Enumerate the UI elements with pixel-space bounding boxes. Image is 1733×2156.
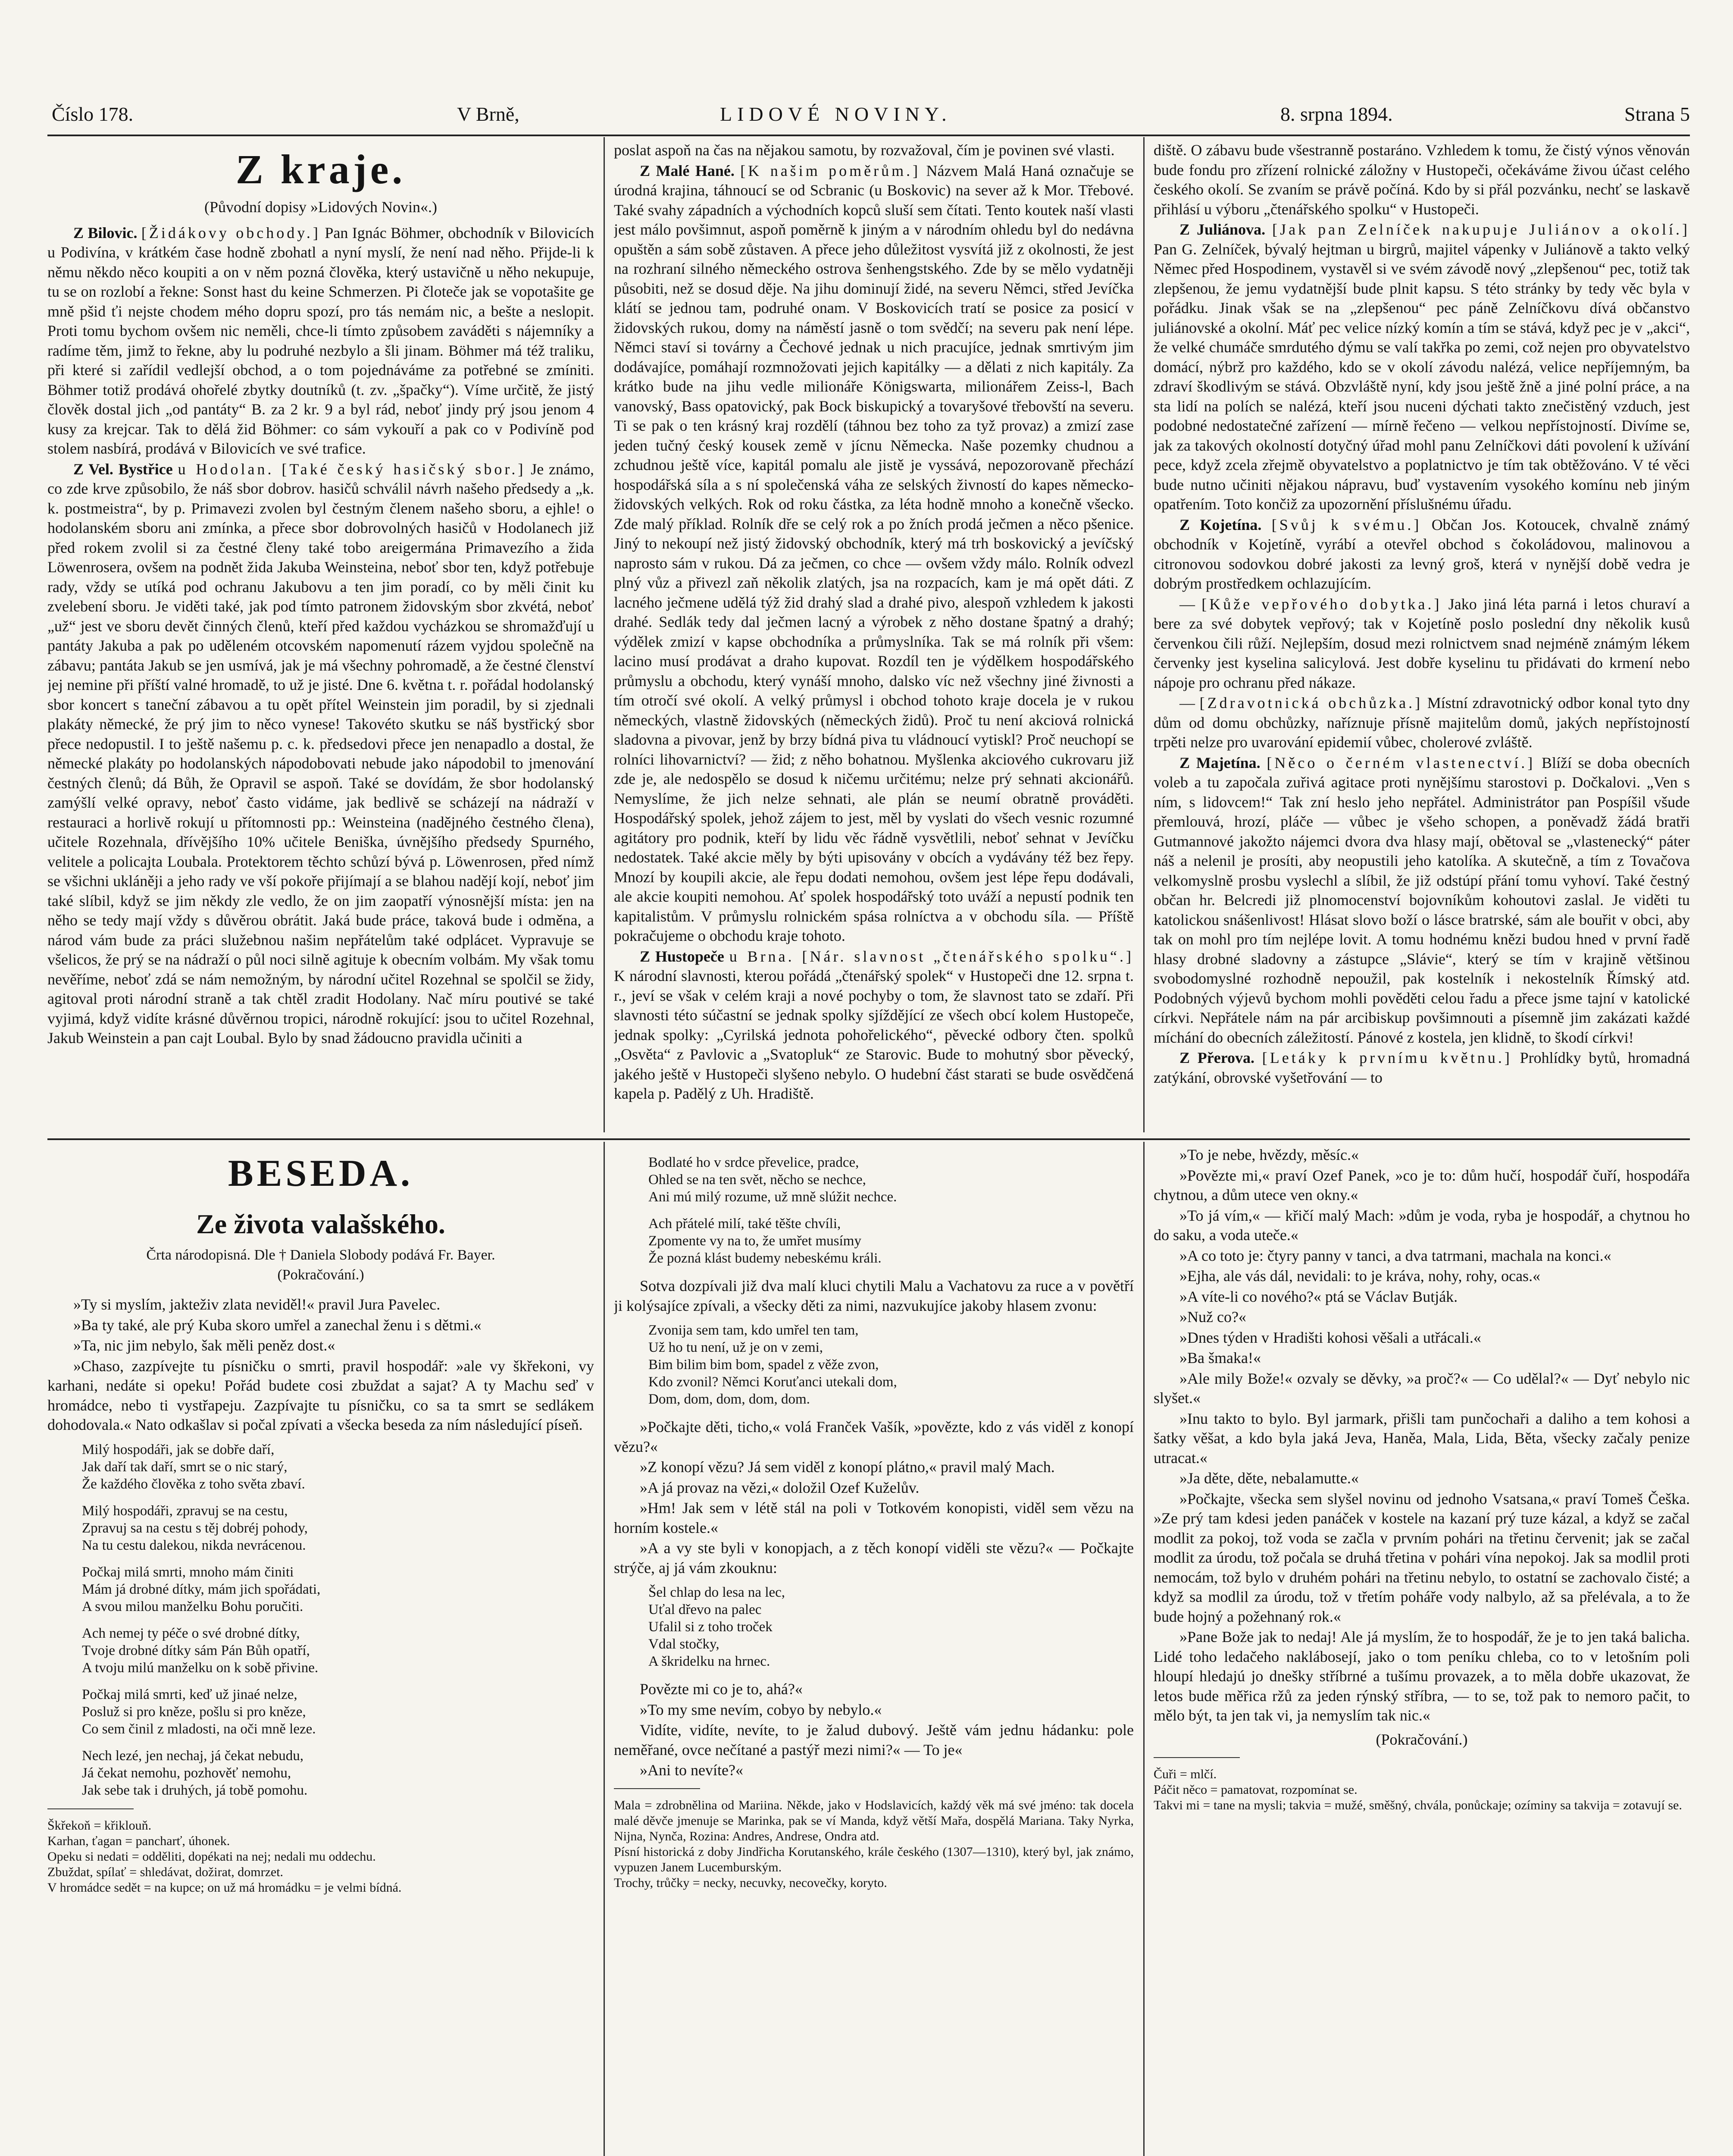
paragraph: »Z konopí vězu? Já sem viděl z konopí plátno,« pravil malý Mach. (640, 1458, 1055, 1476)
paragraph: »Dnes týden v Hradišti kohosi věšali a utřácali.« (1179, 1329, 1481, 1346)
verse-line: Ohled se na ten svět, něcho se nechce, (648, 1172, 866, 1188)
footnote: Škřekoň = křiklouň. (47, 1818, 152, 1833)
article-text: Pan G. Zelníček, bývalý hejtman u birgrů, majitel vápenky v Juliánově a takto velký Němec před Hospodinem, vystavěl si ve svém závodě nový „zlepšenou“ pec, totiž tak zlepšenou, že jemu vydatnější bude plnit kapsu. S této stránky by tedy věc byla v pořádku. Jinak však se na „zlepšenou“ pec páně Zelníčkovu dívá občanstvo juliánovské a okolní. Máť pec velice nízký komín a tím se stává, když pec je v „akci“, že velké chumáče smrdutého dýmu se valí takřka po zemi, což nejen pro obyvatelstvo domácí, nýbrž pro každého, kdo se v okolí závodu nalézá, velice nepříjemným, ba zdraví škodlivým se stává. Obzvláště nyní, kdy jsou ještě žně a jiné polní práce, a na sta lidí na polích se nalézá, kteří jsou nuceni dýchati takto znečistěný vzduch, jest podobné nedostatečné zařízení — mírně řečeno — velkou nepřístojností. Divíme se, jak za takových okolností dotyčný úřad mohl panu Zelníčkovi dáti povolení k užívání pece, když zcela zřejmě obyvatelstvo a poplatnictvo je tím tak obtěžováno. V té věci bude nutno učiniti nějakou nápravu, buď vystavením vysokého komínu neb jiným opatřením. Toto končiž za upozornění příslušnému úřadu. (1154, 240, 1690, 513)
continued-note: (Pokračování.) (277, 1266, 364, 1283)
verse-line: Bodlaté ho v srdce převelice, pradce, (648, 1155, 859, 1170)
article-place: Z Juliánova. (1179, 221, 1266, 238)
verse-line: Jak sebe tak i druhých, já tobě pomohu. (82, 1782, 308, 1798)
verse-line: A škridelku na hrnec. (648, 1654, 770, 1669)
footnote: V hromádce sedět = na kupce; on už má hromádku = je velmi bídná. (47, 1880, 402, 1895)
verse-line: Že každého člověka z toho světa zbaví. (82, 1476, 305, 1492)
paragraph: »Ejha, ale vás dál, nevidali: to je kráva, nohy, rohy, ocas.« (1179, 1267, 1541, 1285)
verse-line: Zpomente vy na to, že umřet musímy (648, 1233, 861, 1249)
article (1154, 1048, 1690, 1087)
article (1154, 595, 1690, 693)
footnotes (614, 1798, 1134, 1891)
article-text: Názvem Malá Haná označuje se úrodná krajina, táhnoucí se od Scbranic (u Boskovic) na sever až k Mor. Třebové. Také svahy západních a východních kopců sluší sem čítati. Tento koutek naší vlasti jest málo povšimnut, aspoň poměrně k jiným a v národním ohledu byl do nedávna opuštěn a sám sobě zůstaven. A přece jeho důležitost vysvítá již z okolnosti, že jest na rozhraní silného německého ostrova šenhengstského. Zde by se mělo vydatněji působiti, než se dosud děje. Na jihu dominují židé, na severu Němci, střed Jevíčka klátí se jednou tam, podruhé onam. V Boskovicích tratí se posice za posicí v židovských rukou, domy na náměstí jasně o tom svědčí; na severu pak není lépe. Němci staví si továrny a Čechové jednak u nich pracujíce, jednak smrtivým jim dodávajíce, pomáhají rozmnožovati jejich kapitálky — a dělati z nich kapitály. Za krátko bude na jihu vedle milionáře Königswarta, milionářem Zeiss-l, Bach vanovský, Bass opatovický, pak Bock biskupický a tovaryšové třebovští na severu. Ti se pak o ten krásný kraj rozdělí (táhnou bez toho za tyž provaz) a zmizí zase jeden tučný český kousek země v jícnu Německa. Naše pozemky chudnou a zchudnou ještě více, kapitál pomalu ale jistě je vyssává, nepozorovaně přechází hospodářská síla a s ní společenská váha ze selských živností do kapes německo-židovských velkých. Rok od roku částka, za léta hodně mnoho a konečně všecko. Zde malý příklad. Rolník dře se celý rok a po žních prodá ječmen a něco pšenice. Jiný to nekoupí než jistý židovský obchodník, který má trh boskovický a jevíčský naprosto sám v rukou. Dá za ječmen, co chce — ovšem vždy málo. Rolník odvezl plný vůz a přivezl zaň několik zlatých, jsa na rozpacích, kam je má opět dáti. Z lacného ječmene udělá týž žid drahý slad a drahé pivo, alespoň vzhledem k jakosti drahé. Sedlák tedy dal ječmen lacný a výrobek z něho dostane špatný a drahý; výdělek zmizí v kapse obchodníka a průmyslníka. Tak se má rolník při všem: lacino musí prodávat a draho kupovat. Rozdíl ten je výdělkem hospodářského průmyslu a obchodu, který vynáší mnoho, dalsko víc než všechny jiné živnosti a tím otročí své okolí. A velký průmysl i obchod tohoto kraje docela je v rukou německých, vlastně židovských (německých židů). Proč tu není akciová rolnická sladovna a pivovar, jenž by brzy bídná piva tu vládnoucí vytiskl? Proč neuchopí se rolníci lihovarnictví? — žid; z něho bohatnou. Myšlenka akciového cukrovaru již zde je, ale nedospělo se dosud k ničemu určitému; nelze prý sehnati akcionářů. Nemyslíme, že jich nelze sehnati, ale plán se neumí obratně prováděti. Hospodářský spolek, jehož zájem to jest, měl by vyslati do všech vesnic rozumné agitátory pro podnik, kteří by lidu věc řádně vysvětlili, neboť sehnat v Jevíčku nedostatek. Také akcie měly by býti upisovány v obcích a vydávány též bez řepy. Mnozí by koupili akcie, ale řepu dodati nemohou, ovšem jest lépe řepu dodávali, ale akcie koupiti nemohou. Ať spolek hospodářský toto uváží a nepustí podnik ten kapitalistům. V průmyslu rolnickém spása rolníctva a v obchodu síla. — Příště pokračujeme o obchodu kraje tohoto. (614, 162, 1134, 944)
article (614, 947, 1134, 1104)
paragraph: »Počkajte děti, ticho,« volá Franček Vašík, »povězte, kdo z vás viděl z konopí vězu?« (614, 1418, 1134, 1455)
stanza (82, 1441, 594, 1493)
verse-line: Posluž si pro kněze, pošlu si pro kněze, (82, 1704, 306, 1720)
paragraph: »Povězte mi,« praví Ozef Panek, »co je to: dům hučí, hospodář čuří, hospodářa chytnou, a dům utece ven okny.« (1154, 1166, 1690, 1203)
paragraph: Sotva dozpívali již dva malí kluci chytili Malu a Vachatovu za ruce a v povětří ji kolýsajíce zpívali, a všecky děti za nimi, nazvukujíce jakoby hlasem zvonu: (614, 1277, 1134, 1314)
bell-song (648, 1322, 1134, 1408)
paragraph: »Nuž co?« (1179, 1308, 1246, 1326)
column-rule (604, 1142, 605, 2156)
city: V Brně, (457, 103, 519, 125)
verse-line: Dom, dom, dom, dom, dom. (648, 1391, 810, 1407)
song-poem-2 (648, 1154, 1134, 1267)
article-place: Z Přerova. (1179, 1049, 1255, 1066)
paragraph: »To je nebe, hvězdy, měsíc.« (1179, 1146, 1359, 1163)
beseda-column-2 (614, 1145, 1134, 2156)
verse-line: Milý hospodáři, jak se dobře daří, (82, 1442, 275, 1457)
article (47, 223, 594, 459)
article-text: Je známo, co zde krve způsobilo, že náš sbor dobrov. hasičů schválil návrh našeho předsedy a „k. k. postmeistra“, by p. Primavezi zvolen byl čestným členem našeho sboru, a ejhle! o hodolanském sboru ani zmínka, a přece sbor dobrovolných hasičů v Hodolanech již před rokem zvolil si za čestné členy také tobo areigermána Primavezího a žida Löwenrosera, ovšem na podnět žida Jakuba Weinsteina, neboť sbor ten, když potřebuje rady, vždy se utíká pod ochranu Jakubovu a ten jim poradí, co by měli činit ku zvelebení sboru. Je viděti také, jak pod tímto patronem židovským sbor zkvétá, neboť „už“ jest ve sboru devět činných členů, kteří před každou vycházkou se shromažďují u pantáty Jakuba a pak po uděleném otcovském napomenutí rázem vyjdou společně na zábavu; pantáta Jakub se jen usmívá, jak je má všechny pohromadě, a že čestné členství jej nemine při příští valné hromadě, to už je jisté. Dne 6. května t. r. pořádal hodolanský sbor koncert s taneční zábavou a tu opět přítel Weinstein jim poradil, by si zjednali plakáty německé, že prý jim to něco vynese! Takovéto skutku se náš bystřický sbor přece nedopustil. I to ještě našemu p. c. k. předsedovi přece jen nenapadlo a dostal, že německé plakáty po hodolanských nápodobovati nebude jako nápodobil to jmenování čestných členů; dá Bůh, že Opravil se aspoň. Také se dovídám, že sbor hodolanský zamýšlí velké opravy, neboť často vidáme, jak bedlivě se scházejí na nádraží v restauraci a horlivě rokují u přítomnosti pp.: Weinsteina (nadějného čestného člena), učitele Rozehnala, dřívějšího 10% učitele Beniška, úvnějšího předsedy Spurného, velitele a policajta Loubala. Protektorem těchto schůzí bývá p. Löwenrosen, před nímž se všichni ukláněji a jeho rady ve vší pokoře přijímají a se blahou nadějí kojí, neboť jim také slíbil, když se jim někdy zle vedlo, že on jim zaopatří výnosnější místa: jen na něho se tedy mají vždy s důvěrou obrátit. Jaká bude práce, taková bude i odměna, a národ vám bude za práci služebnou našim nepřátelům také odplácet. Vypravuje se všelicos, že prý se na nádraží o půl noci silně agituje k obecním volbám. My však tomu nevěříme, neboť zdá se nám nemožným, by národní učitel Rozehnal se spolčil se židy, agitoval proti národní straně a tak chtěl zradit Hodolany. Nač míru poutivé se také vyjimá, když vidíte krásné důvěrnou tropici, národně rokující: jsou to učitel Rozehnal, Jakub Weinstein a pan cajt Loubal. Bylo by snad žádoucno pravidla učiniti a (47, 460, 594, 1047)
header-rule (47, 135, 1690, 136)
paragraph: »To já vím,« — křičí malý Mach: »dům je voda, ryba je hospodář, a chytnou ho do saku, a voda uteče.« (1154, 1206, 1690, 1244)
verse-line: Mám já drobné dítky, mám jich spořádati, (82, 1581, 321, 1597)
footnote: Opeku si nedati = odděliti, dopékati na nej; nedali mu oddechu. (47, 1849, 376, 1864)
beseda-column-1 (47, 1145, 594, 2156)
article-place: Z Malé Hané. (640, 162, 735, 179)
stanza (648, 1154, 1134, 1206)
verse-line: Šel chlap do lesa na lec, (648, 1585, 785, 1600)
middle-column (614, 141, 1134, 1134)
verse-line: Kdo zvonil? Němci Koruťanci utekali dom, (648, 1374, 897, 1390)
paragraph: »Ale mily Bože!« ozvaly se děvky, »a proč?« — Co udělal?« — Dyť nebylo nic slyšet.« (1154, 1369, 1690, 1407)
paragraph: »A víte-li co nového?« ptá se Václav Butják. (1179, 1288, 1458, 1305)
article-topic: [Něco o černém vlastenectví.] (1267, 754, 1536, 771)
article (1154, 753, 1690, 1048)
verse-line: Milý hospodáři, zpravuj se na cestu, (82, 1503, 288, 1519)
paragraph: »Ba šmaka!« (1179, 1349, 1261, 1366)
article-topic: u Brna. [Nár. slavnost „čtenářského spolku“.] (729, 947, 1134, 965)
newspaper-title: LIDOVÉ NOVINY. (720, 103, 952, 125)
paragraph: »Inu takto to bylo. Byl jarmark, přišli tam punčochaři a daliho a tem kohosi a šatky věšat, a kdo byla jaká Jeva, Haněa, Mala, Lida, Běta, všecky začaly penize utracat.« (1154, 1410, 1690, 1467)
story-title: Ze života valašského. (196, 1209, 445, 1239)
paragraph: »Ani to nevíte?« (640, 1761, 743, 1779)
paragraph: »Ta, nic jim nebylo, šak měli peněz dost.« (73, 1337, 335, 1354)
verse-line: Nech lezé, jen nechaj, já čekat nebudu, (82, 1748, 303, 1764)
footnotes (47, 1818, 594, 1896)
verse-line: A svou milou manželku Bohu poručiti. (82, 1598, 303, 1614)
article-text: Pan Ignác Böhmer, obchodník v Bilovicích u Podivína, v krátkém čase hodně zbohatl a nyní myslí, že není nad něho. Přijde-li k němu někdo něco koupiti a on v něm pozná člověka, který ustavičně u něho nekupuje, tu se on rozlobí a řekne: Sonst hast du keine Schmerzen. Pi čloteče jak se vopotašite ge mně pšid ťi nejste chodem mého dopru spozí, pro tás nemám nic, a bešte a neslopit. Proti tomu bychom ovšem nic neměli, chce-li tímto způsobem zaváděti s nájemníky a radíme těm, jimž to řekne, aby lu podruhé nezbylo a šli jinam. Böhmer má též traliku, při které si zařídil vedlejší obchod, a o tom pojednáváme za potřebné se zmíniti. Böhmer totiž prodává ohořelé zbytky doutníků (t. zv. „špačky“). Víme určitě, že jistý člověk dostal jich „od pantáty“ B. za 2 kr. 9 a byl rád, neboť jindy prý jsou jenom 4 kusy za krejcar. Tak to dělá žid Böhmer: co sám vykouří a pak co v Podivíně pod stolem nasbírá, prodává v Bilovicích ve své trafice. (47, 224, 594, 457)
article (614, 161, 1134, 946)
beseda-column-3 (1154, 1145, 1690, 2156)
article (1154, 220, 1690, 514)
paragraph: »A a vy ste byli v konopjach, a z těch konopí viděli ste vězu?« — Počkajte strýče, aj já vám zkouknu: (614, 1539, 1134, 1576)
verse-line: Už ho tu není, už je on v zemi, (648, 1340, 823, 1355)
article-topic: [Letáky k prvnímu květnu.] (1262, 1049, 1512, 1066)
stanza (648, 1584, 1134, 1670)
stanza (82, 1747, 594, 1799)
paragraph: Vidíte, vidíte, nevíte, to je žalud dubový. Ještě vám jednu hádanku: pole neměřané, ovce nečítané a pastýř mezi nimi?« — To je« (614, 1721, 1134, 1758)
column-rule (604, 137, 605, 1132)
verse-line: Ach nemej ty péče o své drobné dítky, (82, 1625, 300, 1641)
stanza (82, 1564, 594, 1615)
article-text: Místní zdravotnický odbor konal tyto dny dům od domu obchůzky, naříznuje přísně majitelům domů, jakých nepřístojností trpěti nelze pro uvarování epidemií vůbec, cholerové zvláště. (1154, 694, 1690, 751)
article-topic: [Zdravotnická obchůzka.] (1199, 694, 1423, 711)
footnote: Písní historická z doby Jindřicha Korutanského, krále českého (1307—1310), který byl, jak známo, vypuzen Janem Lucemburským. (614, 1844, 1134, 1874)
right-column (1154, 141, 1690, 1134)
verse-line: Zvonija sem tam, kdo umřel ten tam, (648, 1322, 859, 1338)
story-byline: Črta národopisná. Dle † Daniela Slobody podává Fr. Bayer. (146, 1247, 495, 1263)
footnote: Páčit něco = pamatovat, rozpomínat se. (1154, 1783, 1358, 1797)
column-rule (1143, 1142, 1145, 2156)
article-place: Z Majetína. (1179, 754, 1261, 771)
article (1154, 515, 1690, 594)
verse-line: Ani mú milý rozume, už mně slúžit nechce. (648, 1189, 897, 1205)
paragraph: Povězte mi co je to, ahá?« (640, 1680, 803, 1698)
article-place: — (1179, 694, 1195, 711)
paragraph: »Ty si myslím, jakteživ zlata neviděl!« pravil Jura Pavelec. (73, 1296, 441, 1313)
kraj-column (47, 141, 594, 1134)
page-number: Strana 5 (1624, 103, 1690, 125)
paragraph: »Hm! Jak sem v létě stál na poli v Totkovém konopisti, viděl sem vězu na horním kostele.« (614, 1499, 1134, 1536)
footnote: Mala = zdrobnělina od Mariina. Někde, jako v Hodslavicích, každý věk má své jméno: tak docela malé děvče jmenuje se Marinka, pak se ví Manda, když větší Mařa, dospělá Mariana. Taky Nyrka, Nijna, Nynča, Rozina: Andres, Andrese, Ondra atd. (614, 1798, 1134, 1843)
footnote: Čuři = mlčí. (1154, 1767, 1217, 1781)
verse-line: Ufalil si z toho troček (648, 1619, 773, 1635)
lead-in: diště. O zábavu bude všestranně postaráno. Vzhledem k tomu, že čistý výnos věnován bude fondu pro zřízení rolnické záložny v Hustopeči, očekáváme živou účast celého českého okolí. Se zvaním se právě počíná. Kdo by si přál pozvánku, nechť se laskavě přihlásí u výboru „čtenářského spolku“ v Hustopeči. (1154, 141, 1690, 218)
stanza (82, 1686, 594, 1738)
article-topic: [Svůj k svému.] (1271, 516, 1422, 533)
section-subtitle: (Původní dopisy »Lidových Novin«.) (204, 198, 437, 216)
verse-line: A tvoju milú manželku on k sobě přivine. (82, 1660, 319, 1676)
verse-line: Zpravuj sa na cestu s těj dobréj pohody, (82, 1520, 308, 1536)
paragraph: »Chaso, zazpívejte tu písničku o smrti, pravil hospodář: »ale vy škřekoni, vy karhani, nedáte si opeku! Pořád budete cosi zbuždat a sajat? A ty Machu seď v hromádce, nebo ti vystřapeju. Zazpívajte tu písničku, co sa ta smrt se sedlákem dohodovala.« Nato odkašlav si počal zpívati a všecka beseda za ním následující píseň. (47, 1357, 594, 1433)
article-text: Jako jiná léta parná i letos churaví a bere za své dobytek vepřový; tak v Kojetíně poslo poslední dny několik kusů červenkou čili růží. Nejlepším, dosud mezi rolnictvem snad nejméně známým lékem červenky jest kyselina salicylová. Jest dobře kyselinu tu přidávati do krmení nebo nápoje pro ochranu před nákaze. (1154, 595, 1690, 691)
paragraph: »To my sme nevím, cobyo by nebylo.« (640, 1701, 882, 1718)
article-place: Z Hustopeče (640, 947, 724, 965)
paragraph: »A co toto je: čtyry panny v tanci, a dva tatrmani, machala na konci.« (1179, 1247, 1611, 1264)
footnote: Karhan, ťagan = pancharť, úhonek. (47, 1833, 230, 1848)
footnote-rule (1154, 1757, 1240, 1758)
page-header (47, 103, 1690, 128)
article-topic: u Hodolan. [Také český hasičský sbor.] (178, 460, 526, 478)
article-topic: [Židákovy obchody.] (141, 224, 321, 241)
paragraph: »Pane Bože jak to nedaj! Ale já myslím, že to hospodář, že je to jen taká balicha. Lidé toho ledačeho naklábosejí, jako o tom peníku chleba, co to v letošním poli hloupí hledajú jo dnešky stříbrné a tušímu provazek, a to měla dobře ukazovat, že letos bude měřica ržů za jeden rýnský stříbra, — to se, tož pak to nemoro pačit, to mělo být, ta jen tak vi, ja nemyslím tak nic.« (1154, 1628, 1690, 1724)
article-topic: [Jak pan Zelníček nakupuje Juliánov a okolí.] (1272, 221, 1690, 238)
stanza (82, 1502, 594, 1554)
continued-note: (Pokračování.) (1376, 1730, 1468, 1748)
verse-line: Počkaj milá smrti, mnoho mám činiti (82, 1564, 294, 1580)
footnote: Trochy, trůčky = necky, necuvky, necovečky, koryto. (614, 1875, 887, 1890)
footnote: Takvi mi = tane na mysli; takvia = mužé, směšný, chvála, ponůckaje; ozíminy sa takvija = zotavují se. (1154, 1798, 1682, 1812)
footnotes (1154, 1767, 1690, 1813)
article-place: Z Kojetína. (1179, 516, 1262, 533)
verse-line: Počkaj milá smrti, keď už jinaé nelze, (82, 1686, 297, 1702)
footnote-rule (614, 1788, 700, 1789)
verse-line: Tvoje drobné dítky sám Pán Bůh opatří, (82, 1642, 310, 1658)
issue-number: Číslo 178. (52, 103, 134, 125)
paragraph: »A já provaz na vězi,« doložil Ozef Kuželův. (640, 1479, 920, 1496)
verse-line: Na tu cestu dalekou, nikda nevrácenou. (82, 1537, 306, 1553)
verse-line: Že pozná klást budemy nebeskému králi. (648, 1250, 882, 1266)
paragraph: »Ba ty také, ale prý Kuba skoro umřel a zanechal ženu i s dětmi.« (73, 1316, 482, 1334)
verse-line: Ach přátelé milí, také těšte chvíli, (648, 1216, 841, 1232)
verse-line: Bim bilim bim bom, spadel z věže zvon, (648, 1357, 879, 1373)
article-text: Občan Jos. Kotoucek, chvalně známý obchodník v Kojetíně, vyrábí a otevřel obchod s čokoládovou, malinovou a citronovou sodovkou dobré jakosti za levný groš, která v nynější době vedra je dobrým prostředkem ochlazujícím. (1154, 516, 1690, 592)
column-rule (1143, 137, 1145, 1132)
article-place: Z Bilovic. (73, 224, 138, 241)
feuilleton-title: BESEDA. (228, 1153, 414, 1194)
article (1154, 693, 1690, 752)
article-place: — (1179, 595, 1195, 613)
stanza (648, 1322, 1134, 1408)
verse-line: Vdal stočky, (648, 1636, 719, 1652)
verse-line: Jak daří tak daří, smrt se o nic starý, (82, 1459, 288, 1475)
paragraph: »Ja děte, děte, nebalamutte.« (1179, 1470, 1359, 1487)
article-place: Z Vel. Bystřice (73, 460, 173, 478)
article-text: Blíží se doba obecních voleb a tu započala zuřivá agitace proti nynějšímu starostovi p. Dočkalovi. „Ven s ním, s lidovcem!“ Tak zní heslo jeho nepřátel. Administrátor pan Pospíšil všude přemlouvá, hrozí, pláče — vůbec je všeho schopen, a poněvadž žádá bratři Gutmannové jakožto nájemci dvora dva hlasy mají, obětoval se „vlastenecký“ páter náš a nelenil je prosíti, aby neopustili jeho katolíka. A skutečně, a tím z Tovačova velkomyslně prosbu vyslechl a slíbil, že již odstúpí přání tomu vyhoví. Také čestný občan hr. Belcredi již plnomocenství bojovníkům kohoutovi zaslal. Je viděti tu katolickou snášenlivost! Hlásat slovo boží o lásce bratrské, sám ale bouřit v obci, aby tak on mohl pro tím nejlépe lovit. A tomu hodnému knězi budou hned v první řadě hlasy drobné sladovny a zástupce „Slávie“, který se tím v krajině většinou svobodomyslné rozhodně nepoužil, pak kostelník i nekostelník Římský atd. Podobných výjevů bychom mohli pověděti celou řadu a přece jsme tajní v katolické církvi. Nepřátele nám na pár arcibiskup povšimnouti a písemně jim zakázati každé míchání do obecních záležitostí. Pánové z kostela, jen klidně, to škodí církvi! (1154, 754, 1690, 1046)
article-topic: [Kůže vepřového dobytka.] (1201, 595, 1442, 613)
feuilleton-rule (47, 1138, 1690, 1140)
article-topic: [K našim poměrům.] (740, 162, 921, 179)
article-text: Prohlídky bytů, hromadná zatýkání, obrovské vyšetřování — to (1154, 1049, 1690, 1086)
stanza (648, 1215, 1134, 1267)
verse-line: Co sem činil z mladosti, na oči mně leze. (82, 1721, 316, 1737)
riddle-poem (648, 1584, 1134, 1670)
song-poem-1 (82, 1441, 594, 1799)
story-subtitle (47, 1245, 594, 1285)
stanza (82, 1625, 594, 1677)
verse-line: Já čekat nemohu, pozhověť nemohu, (82, 1765, 291, 1781)
paragraph: »Počkajte, všecka sem slyšel novinu od jednoho Vsatsana,« praví Tomeš Češka. »Ze prý tam kdesi jeden panáček v kostele na kazaní prý tuze kázal, a když se začal modlit za pokoj, tož voda se začla v prvním pohári na třetinu červenit; jak se začal modlit za úrodu, tož počala se druhá třetina v pohári vína nepokoj. Jak sa modlil proti nemocám, tož bylo v druhém pohári na třetinu nebylo, to ostatní se zachovalo čisté; a když sa modlil za úrodu, tož v třetím poháře vody nalbylo, až sa přelévala, a to že bude hojný a požehnaný rok.« (1154, 1490, 1690, 1625)
footnote: Zbuždat, spílať = shledávat, dožirat, domrzet. (47, 1865, 284, 1879)
section-title: Z kraje. (235, 146, 406, 192)
footnote-rule (47, 1808, 134, 1809)
lead-in: poslat aspoň na čas na nějakou samotu, by rozvažoval, čím je povinen své vlasti. (614, 141, 1115, 159)
issue-date: 8. srpna 1894. (1280, 103, 1393, 125)
article-text: K národní slavnosti, kterou pořádá „čtenářský spolek“ v Hustopeči dne 12. srpna t. r., jeví se však v celém kraji a nové pochyby o tom, že slavnost tato se zdaří. Při slavnosti této súčastní se jednak spolky sjíždějící ze všech obcí kolem Hustopeče, jednak spolky: „Cyrilská jednota pohořelického“, pěvecké odbory čten. spolků „Osvěta“ z Pavlovic a „Svatopluk“ ze Starovic. Bude to mohutný sbor pěvecký, jakého ještě v Hustopeči slyšeno nebylo. O hudební část starati se bude osvědčená kapela p. Padělý z Uh. Hradiště. (614, 967, 1134, 1102)
verse-line: Uťal dřevo na palec (648, 1602, 762, 1617)
article (47, 460, 594, 1048)
